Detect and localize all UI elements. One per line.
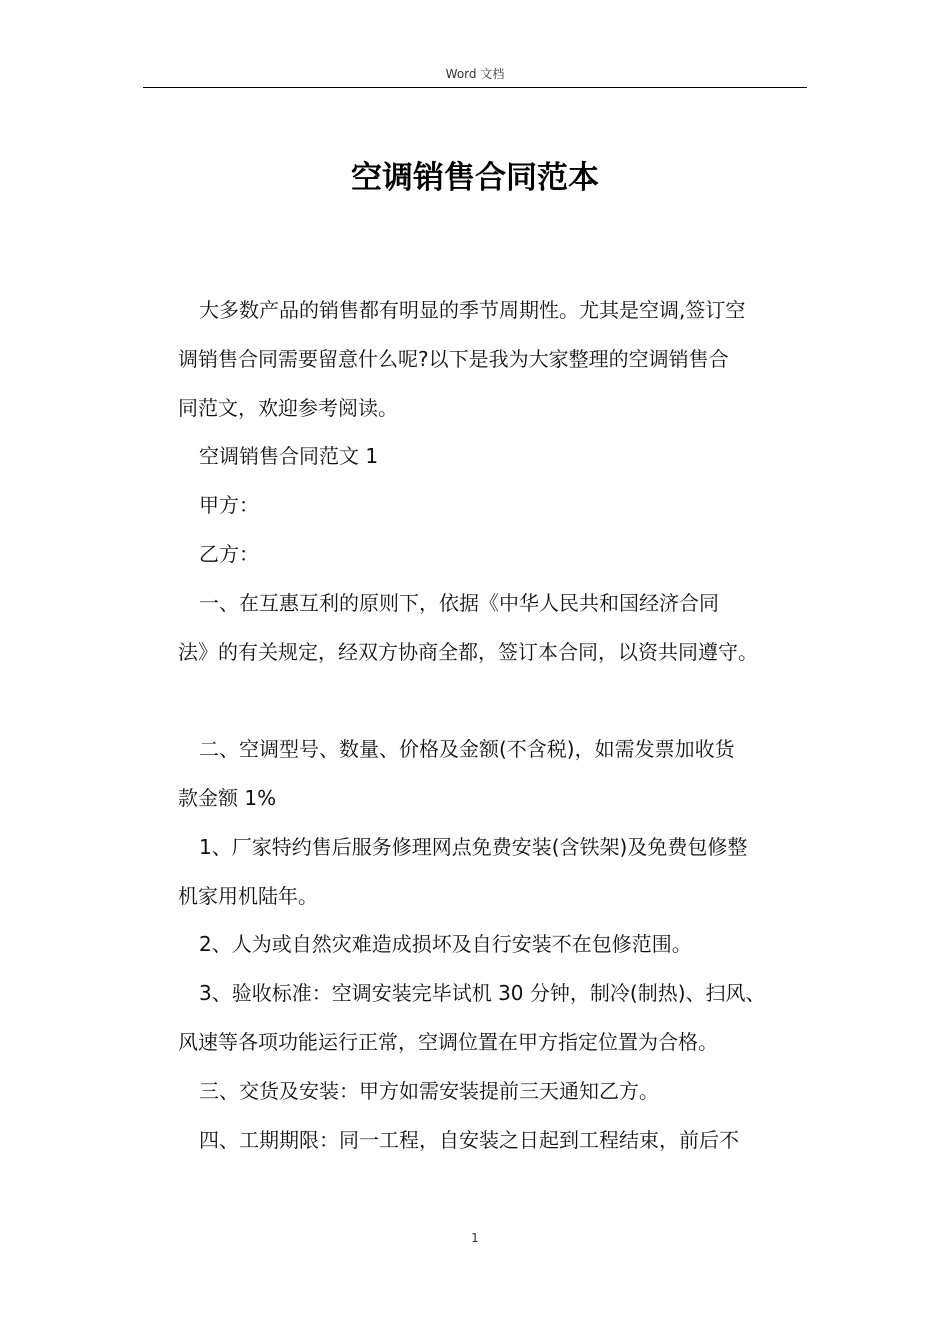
header-divider: [143, 87, 807, 88]
body-line: 3、验收标准：空调安装完毕试机 30 分钟，制冷(制热)、扫风、: [199, 981, 766, 1006]
body-line: 机家用机陆年。: [178, 883, 318, 908]
party-b-label: 乙方：: [199, 541, 259, 566]
page-header: Word 文档: [445, 67, 505, 81]
party-a-label: 甲方：: [199, 493, 259, 518]
body-line: 三、交货及安装：甲方如需安装提前三天通知乙方。: [199, 1078, 659, 1103]
document-body: [178, 286, 828, 1164]
body-line: 四、工期期限：同一工程，自安装之日起到工程结束，前后不: [199, 1127, 739, 1152]
body-line: 款金额 1%: [178, 785, 277, 810]
body-line: 调销售合同需要留意什么呢?以下是我为大家整理的空调销售合: [178, 346, 729, 371]
body-line: 风速等各项功能运行正常，空调位置在甲方指定位置为合格。: [178, 1029, 718, 1054]
body-line: 法》的有关规定，经双方协商全都，签订本合同，以资共同遵守。: [178, 639, 758, 664]
page-number: 1: [471, 1231, 479, 1245]
body-line: 一、在互惠互利的原则下，依据《中华人民共和国经济合同: [199, 590, 719, 615]
body-line: 同范文，欢迎参考阅读。: [178, 395, 398, 420]
body-line: 大多数产品的销售都有明显的季节周期性。尤其是空调,签订空: [199, 298, 746, 322]
body-line: 1、厂家特约售后服务修理网点免费安装(含铁架)及免费包修整: [199, 834, 748, 859]
document-title: 空调销售合同范本: [351, 160, 599, 196]
body-line: 2、人为或自然灾难造成损坏及自行安装不在包修范围。: [199, 932, 692, 957]
blank-line: [178, 676, 828, 725]
section-heading: 空调销售合同范文 1: [199, 444, 379, 469]
body-line: 二、空调型号、数量、价格及金额(不含税)，如需发票加收货: [199, 737, 735, 762]
